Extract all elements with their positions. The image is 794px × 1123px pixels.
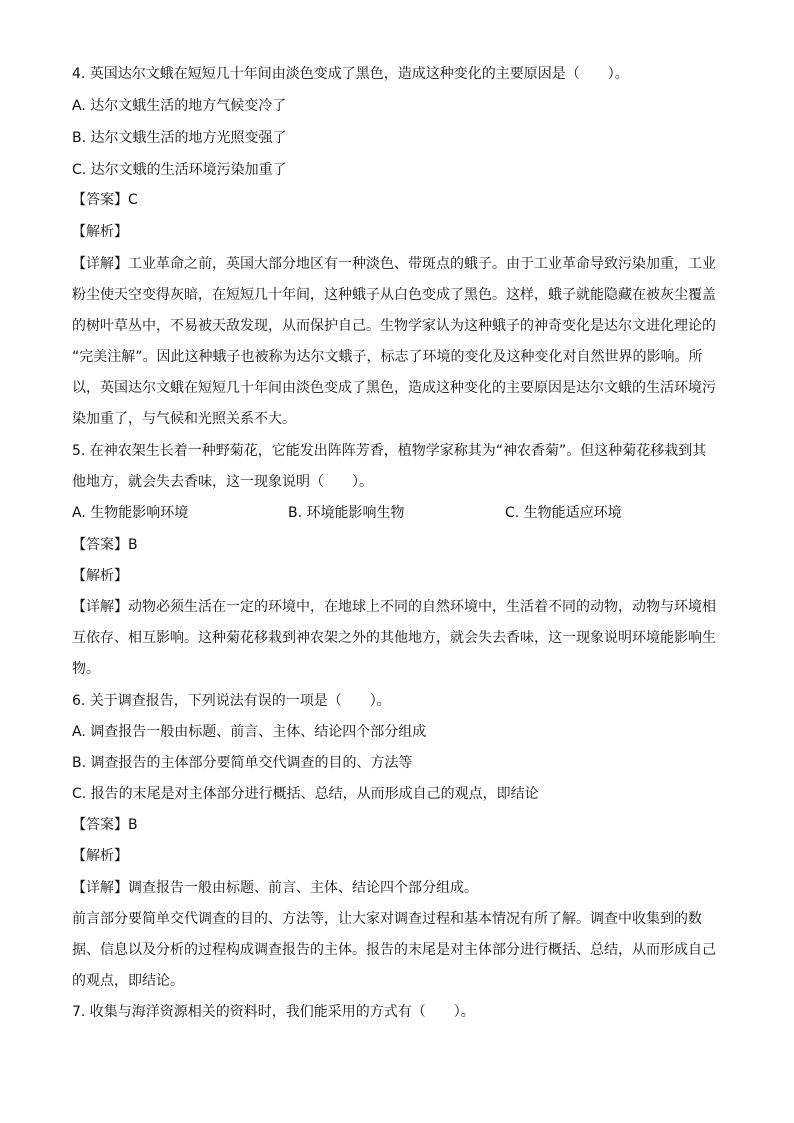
question-6-option-a: A. 调查报告一般由标题、前言、主体、结论四个部分组成 — [72, 724, 427, 740]
question-5-option-c: C. 生物能适应环境 — [505, 505, 622, 521]
question-6-analysis-heading: 【解析】 — [72, 848, 128, 864]
question-4-detail-line: 以，英国达尔文蛾在短短几十年间由淡色变成了黑色，造成这种变化的主要原因是达尔文蛾的生活环境污 — [72, 380, 716, 396]
question-4-option-c: C. 达尔文蛾的生活环境污染加重了 — [72, 162, 287, 178]
question-5-stem-line: 他地方，就会失去香味，这一现象说明（ ）。 — [72, 474, 373, 490]
question-5-detail-line: 【详解】动物必须生活在一定的环境中，在地球上不同的自然环境中，生活着不同的动物，动物与环境相 — [72, 599, 716, 615]
question-4-detail-line: 粉尘使天空变得灰暗，在短短几十年间，这种蛾子从白色变成了黑色。这样，蛾子就能隐藏在被灰尘覆盖 — [72, 287, 716, 303]
question-6-option-b: B. 调查报告的主体部分要简单交代调查的目的、方法等 — [72, 755, 413, 771]
question-4-option-a: A. 达尔文蛾生活的地方气候变冷了 — [72, 98, 287, 114]
question-4-detail-line: 【详解】工业革命之前，英国大部分地区有一种淡色、带斑点的蛾子。由于工业革命导致污染加重，工业 — [72, 256, 716, 272]
question-6-detail-line: 前言部分要简单交代调查的目的、方法等，让大家对调查过程和基本情况有所了解。调查中收集到的数 — [72, 911, 702, 927]
question-6-option-c: C. 报告的末尾是对主体部分进行概括、总结，从而形成自己的观点，即结论 — [72, 786, 539, 802]
question-5-option-a: A. 生物能影响环境 — [72, 505, 189, 521]
question-4-detail-line: 染加重了，与气候和光照关系不大。 — [72, 411, 296, 427]
question-5-stem-line: 5. 在神农架生长着一种野菊花，它能发出阵阵芳香，植物学家称其为“神农香菊”。但这种菊花移栽到其 — [72, 443, 707, 459]
question-4-detail-line: “完美注解”。因此这种蛾子也被称为达尔文蛾子，标志了环境的变化及这种变化对自然世界的影响。所 — [72, 349, 703, 365]
question-5-option-b: B. 环境能影响生物 — [288, 505, 405, 521]
question-7-stem: 7. 收集与海洋资源相关的资料时，我们能采用的方式有（ ）。 — [72, 1004, 475, 1020]
question-4-option-b: B. 达尔文蛾生活的地方光照变强了 — [72, 130, 287, 146]
question-5-detail-line: 物。 — [72, 661, 100, 677]
question-5-answer: 【答案】B — [72, 537, 138, 553]
question-4-stem: 4. 英国达尔文蛾在短短几十年间由淡色变成了黑色，造成这种变化的主要原因是（ ）。 — [72, 66, 629, 82]
question-4-detail-line: 的树叶草丛中，不易被天敌发现，从而保护自己。生物学家认为这种蛾子的神奇变化是达尔文进化理论的 — [72, 318, 716, 334]
question-6-detail-line: 【详解】调查报告一般由标题、前言、主体、结论四个部分组成。 — [72, 880, 478, 896]
question-6-detail-line: 的观点，即结论。 — [72, 973, 184, 989]
question-5-detail-line: 互依存、相互影响。这种菊花移栽到神农架之外的其他地方，就会失去香味，这一现象说明环境能影响生 — [72, 630, 716, 646]
question-6-stem: 6. 关于调查报告，下列说法有误的一项是（ ）。 — [72, 693, 391, 709]
question-4-answer: 【答案】C — [72, 192, 138, 208]
question-6-answer: 【答案】B — [72, 817, 138, 833]
question-5-analysis-heading: 【解析】 — [72, 568, 128, 584]
question-4-analysis-heading: 【解析】 — [72, 224, 128, 240]
question-6-detail-line: 据、信息以及分析的过程构成调查报告的主体。报告的末尾是对主体部分进行概括、总结，从而形成自己 — [72, 942, 716, 958]
